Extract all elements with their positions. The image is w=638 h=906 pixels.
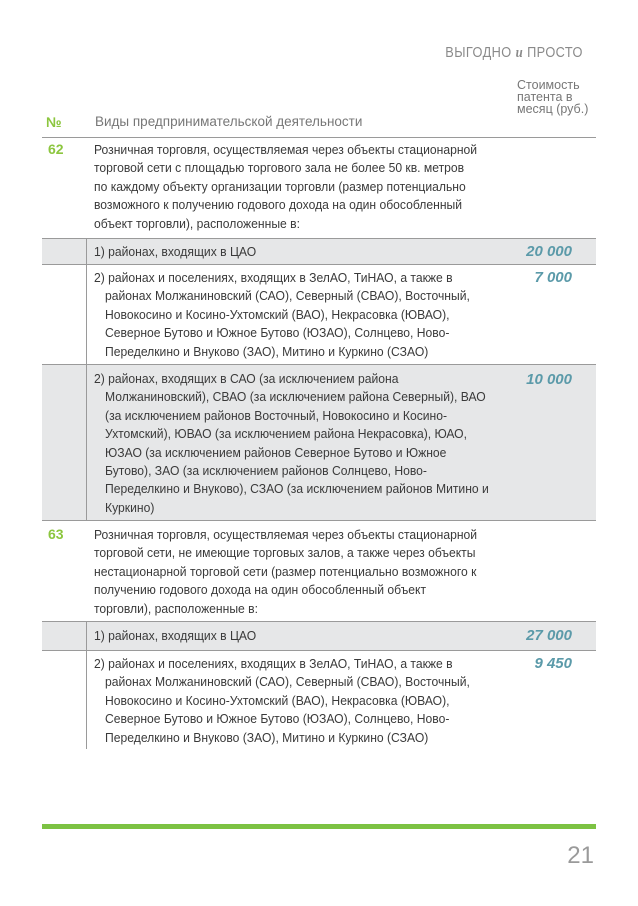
row-divider [42, 520, 596, 521]
row-divider [42, 621, 596, 622]
row-description: 2) районах и поселениях, входящих в ЗелАО, ТиНАО, а также в районах Молжаниновский (САО), Северный (СВАО), Восточный, Новокосино и Косино-Ухтомский (ВАО), Некрасовка (ЮВАО), Северное Бутово и Южное Бутово (ЮЗАО), Солнцево, Ново-Переделкино и Внуково (ЗАО), Митино и Куркино (СЗАО) [94, 656, 470, 745]
page-number: 21 [567, 842, 594, 869]
row-price: 9 450 [534, 655, 572, 672]
brand-part2: ПРОСТО [527, 44, 583, 61]
footer-bar [42, 824, 596, 829]
header-number: № [46, 114, 62, 130]
column-divider [86, 621, 87, 749]
brand-part1: ВЫГОДНО [445, 44, 512, 61]
row-description: 2) районах, входящих в САО (за исключением района Молжаниновский), СВАО (за исключением района Северный), ВАО (за исключением районов Восточный, Новокосино и Косино-Ухтомский), ЮВАО (за исключением района Некрасовка), ЮАО, ЮЗАО (за исключением районов Северное Бутово и Южное Бутово), ЗАО (за исключением районов Солнцево, Ново-Переделкино и Внуково), СЗАО (за исключением районов Митино и Куркино) [94, 371, 489, 515]
row-price: 7 000 [534, 269, 572, 286]
row-description: Розничная торговля, осуществляемая через объекты стационарной торговой сети, не имеющие торговых залов, а также через объекты нестационарной торговой сети (размер потенциально возможного к получению годового дохода на один обособленный объект торговли), расположенные в: [94, 527, 478, 616]
row-description: 1) районах, входящих в ЦАО [94, 244, 257, 259]
row-number: 62 [48, 141, 64, 157]
column-divider [86, 238, 87, 520]
brand-tagline [445, 44, 583, 62]
row-number: 63 [48, 526, 64, 542]
row-divider [42, 238, 596, 239]
row-description: 2) районах и поселениях, входящих в ЗелАО, ТиНАО, а также в районах Молжаниновский (САО), Северный (СВАО), Восточный, Новокосино и Косино-Ухтомский (ВАО), Некрасовка (ЮВАО), Северное Бутово и Южное Бутово (ЮЗАО), Солнцево, Ново-Переделкино и Внуково (ЗАО), Митино и Куркино (СЗАО) [94, 270, 470, 359]
row-price: 27 000 [526, 627, 572, 644]
header-divider [42, 137, 596, 138]
row-price: 10 000 [526, 371, 572, 388]
brand-amp: и [515, 45, 524, 61]
row-price: 20 000 [526, 243, 572, 260]
header-cost: Стоимость патента в месяц (руб.) [517, 78, 589, 116]
row-divider [42, 650, 596, 651]
header-activity-kinds: Виды предпринимательской деятельности [95, 114, 363, 129]
row-divider [42, 364, 596, 365]
row-divider [42, 264, 596, 265]
row-description: 1) районах, входящих в ЦАО [94, 628, 257, 643]
row-description: Розничная торговля, осуществляемая через объекты стационарной торговой сети с площадью торгового зала не более 50 кв. метров по каждому объекту организации торговли (размер потенциально возможного к получению годового дохода на один обособленный объект торговли), расположенные в: [94, 142, 478, 231]
